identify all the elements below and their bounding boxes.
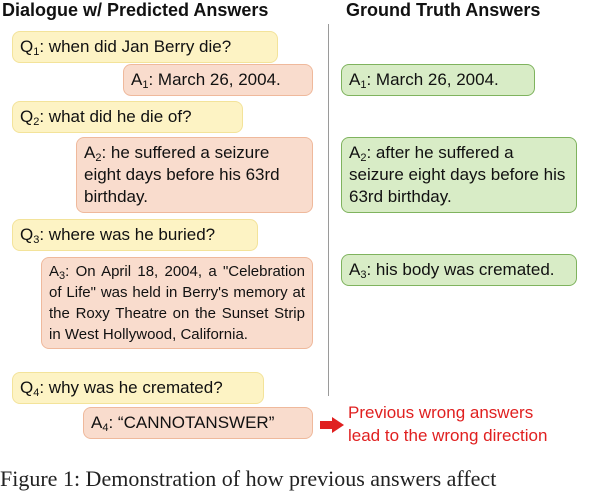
ground-truth-answer-1-index: 1 xyxy=(360,79,367,91)
ground-truth-answer-1-text: : March 26, 2004. xyxy=(366,70,499,89)
predicted-answer-1-bubble xyxy=(123,64,313,96)
predicted-answer-4-label: A xyxy=(91,413,103,432)
ground-truth-answer-2-text: : after he suffered a seizure eight days before his 63rd birthday. xyxy=(349,143,566,206)
question-1-index: 1 xyxy=(33,46,40,58)
predicted-answer-4-bubble xyxy=(83,407,313,439)
question-2-bubble xyxy=(12,101,243,133)
predicted-answer-4-text: : “CANNOTANSWER” xyxy=(108,413,275,432)
ground-truth-header: Ground Truth Answers xyxy=(346,0,541,20)
predicted-answer-2-label: A xyxy=(84,143,96,162)
question-2-index: 2 xyxy=(33,116,40,128)
question-2-text: : what did he die of? xyxy=(39,107,192,126)
ground-truth-answer-1-bubble xyxy=(341,64,535,96)
wrong-direction-note xyxy=(348,401,547,447)
question-4-label: Q xyxy=(20,378,34,397)
right-arrow-icon xyxy=(320,417,344,433)
question-4-bubble xyxy=(12,372,264,404)
predicted-answer-3-bubble xyxy=(41,257,313,349)
predicted-answer-3-label: A xyxy=(49,263,60,280)
question-4-index: 4 xyxy=(33,387,40,399)
question-3-bubble xyxy=(12,219,258,251)
predicted-answers-header: Dialogue w/ Predicted Answers xyxy=(2,0,269,20)
question-1-bubble xyxy=(12,31,278,63)
ground-truth-answer-2-index: 2 xyxy=(360,152,367,164)
question-3-index: 3 xyxy=(33,234,40,246)
predicted-answer-3-text: : On April 18, 2004, a "Celebration of Life" was held in Berry's memory at the Roxy Theatre on the Sunset Strip in West Hollywood, California. xyxy=(49,263,305,343)
wrong-direction-note-line-1: Previous wrong answers xyxy=(348,403,534,422)
question-4-text: : why was he cremated? xyxy=(39,378,223,397)
ground-truth-answer-3-label: A xyxy=(349,260,361,279)
ground-truth-answer-2-label: A xyxy=(349,143,361,162)
ground-truth-answer-3-index: 3 xyxy=(360,269,367,281)
ground-truth-answer-2-bubble xyxy=(341,137,577,213)
predicted-answer-4-index: 4 xyxy=(102,422,109,434)
figure-caption: Figure 1: Demonstration of how previous answers affect xyxy=(0,466,497,491)
question-3-text: : where was he buried? xyxy=(39,225,216,244)
predicted-answer-2-text: : he suffered a seizure eight days before his 63rd birthday. xyxy=(84,143,280,206)
predicted-answer-3-index: 3 xyxy=(59,270,66,282)
predicted-answer-2-index: 2 xyxy=(95,152,102,164)
predicted-answer-1-text: : March 26, 2004. xyxy=(148,70,281,89)
predicted-answer-1-index: 1 xyxy=(142,79,149,91)
column-divider xyxy=(328,24,329,396)
wrong-direction-note-line-2: lead to the wrong direction xyxy=(348,426,548,445)
predicted-answer-1-label: A xyxy=(131,70,143,89)
question-1-text: : when did Jan Berry die? xyxy=(39,37,232,56)
ground-truth-answer-3-text: : his body was cremated. xyxy=(366,260,555,279)
ground-truth-answer-3-bubble xyxy=(341,254,577,286)
ground-truth-answer-1-label: A xyxy=(349,70,361,89)
question-3-label: Q xyxy=(20,225,34,244)
question-1-label: Q xyxy=(20,37,34,56)
question-2-label: Q xyxy=(20,107,34,126)
predicted-answer-2-bubble xyxy=(76,137,313,213)
